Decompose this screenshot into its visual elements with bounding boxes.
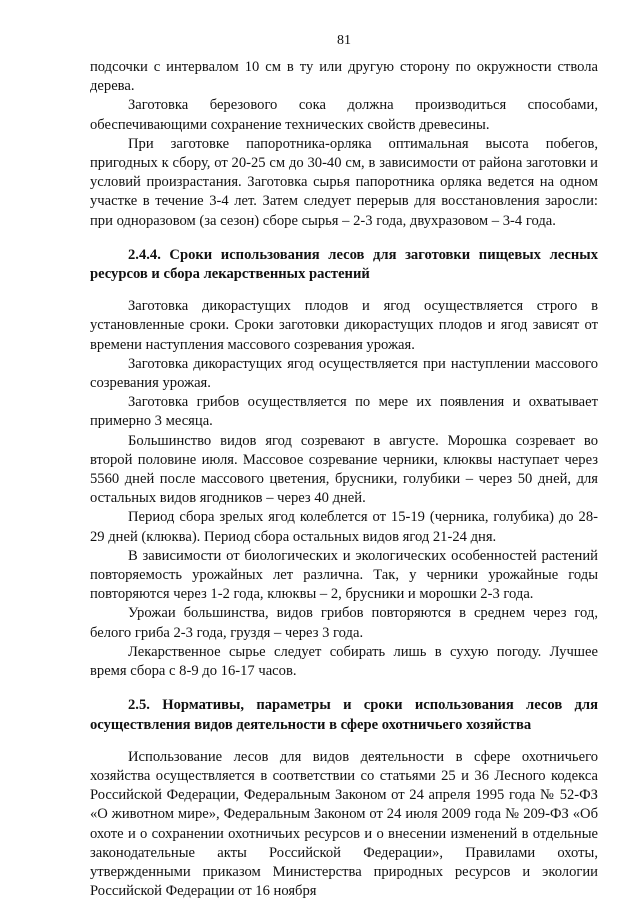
page-number: 81	[337, 33, 351, 48]
paragraph: Заготовка дикорастущих плодов и ягод осуществляется строго в установленные сроки. Сроки заготовки дикорастущих плодов и ягод зависят от времени наступления массового созревания урожая.	[90, 298, 598, 353]
spacer	[90, 735, 598, 748]
paragraph: При заготовке папоротника-орляка оптимальная высота побегов, пригодных к сбору, от 20-25 см до 30-40 см, в зависимости от района заготовки и условий произрастания. Заготовка сырья папоротника орляка ведется на одном участке в течение 3-4 лет. Затем следует перерыв для восстановления заросли: при одноразовом (за сезон) сборе сырья – 2-3 года, двухразовом – 3-4 года.	[90, 135, 598, 229]
paragraph: Использование лесов для видов деятельности в сфере охотничьего хозяйства осуществляется в соответствии со статьями 25 и 36 Лесного кодекса Российской Федерации, Федеральным Законом от 24 апреля 1995 года № 52-ФЗ «О животном мире», Федеральным Законом от 24 июля 2009 года № 209-ФЗ «Об охоте и о сохранении охотничьих ресурсов и о внесении изменений в отдельные законодательные акты Российской Федерации», Правилами охоты, утвержденными приказом Министерства природных ресурсов и экологии Российской Федерации от 16 ноября	[90, 748, 598, 900]
section-heading: 2.4.4. Сроки использования лесов для заготовки пищевых лесных ресурсов и сбора лекарственных растений	[90, 246, 598, 283]
paragraph: Период сбора зрелых ягод колеблется от 15-19 (черника, голубика) до 28-29 дней (клюква). Период сбора остальных видов ягод 21-24 дня.	[90, 509, 598, 545]
paragraph: Урожаи большинства, видов грибов повторяются в среднем через год, белого гриба 2-3 года, груздя – через 3 года.	[90, 605, 598, 641]
spacer	[90, 284, 598, 297]
paragraph: Заготовка грибов осуществляется по мере их появления и охватывает примерно 3 месяца.	[90, 394, 598, 430]
spacer	[90, 681, 598, 696]
paragraph: Заготовка дикорастущих ягод осуществляется при наступлении массового созревания урожая.	[90, 355, 598, 392]
spacer	[90, 231, 598, 246]
paragraph: подсочки с интервалом 10 см в ту или другую сторону по окружности ствола дерева.	[90, 59, 598, 95]
section-heading: 2.5. Нормативы, параметры и сроки использования лесов для осуществления видов деятельности в сфере охотничьего хозяйства	[90, 697, 598, 733]
paragraph: Лекарственное сырье следует собирать лишь в сухую погоду. Лучшее время сбора с 8-9 до 16-17 часов.	[90, 643, 598, 680]
paragraph: Большинство видов ягод созревают в августе. Морошка созревает во второй половине июля. Массовое созревание черники, клюквы наступает через 5560 дней после массового цветения, брусники, голубики – через 50 дней, для остальных видов ягодников – через 40 дней.	[90, 432, 598, 507]
paragraph: В зависимости от биологических и экологических особенностей растений повторяемость урожайных лет различна. Так, у черники урожайные годы повторяются через 1-2 года, клюквы – 2, брусники и морошки 2-3 года.	[90, 547, 598, 603]
paragraph: Заготовка березового сока должна производиться способами, обеспечивающими сохранение технических свойств древесины.	[90, 97, 598, 133]
